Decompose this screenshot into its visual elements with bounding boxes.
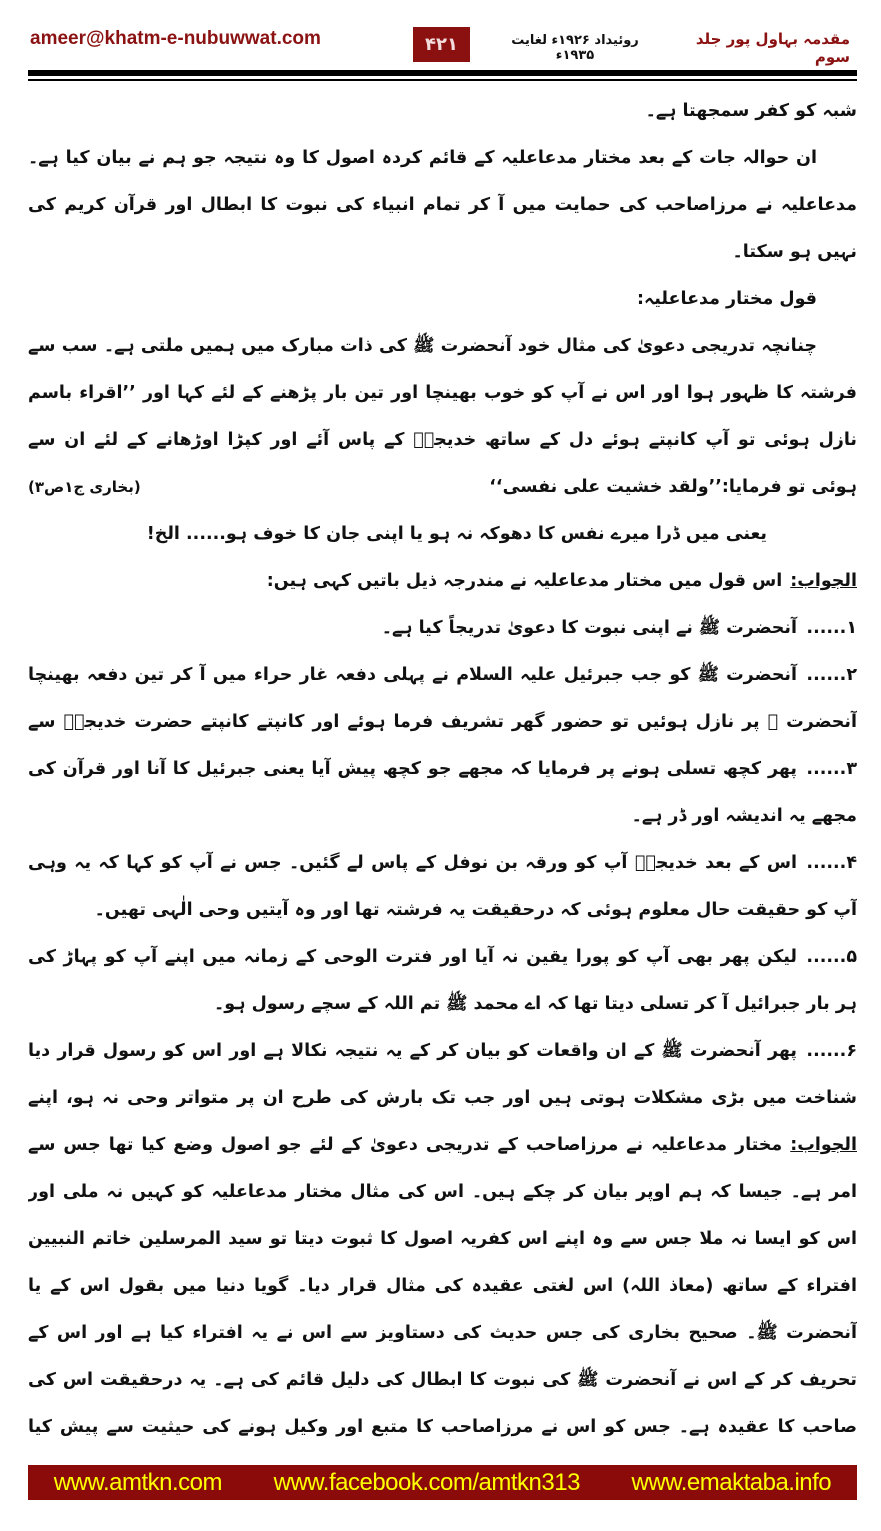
list-number: ۱...... [806,618,857,638]
text-line [28,746,857,793]
text-line [28,840,857,887]
footer-link-facebook[interactable]: www.facebook.com/amtkn313 [273,1468,580,1496]
text-line [28,182,857,229]
text-line [28,511,857,558]
line-text: ہوئی تو فرمایا:’’ولقد خشیت علی نفسی‘‘ [489,477,857,497]
text-line [28,934,857,981]
line-text: قول مختار مدعاعلیہ: [637,289,817,309]
line-text: صاحب کا عقیدہ ہے۔ جس کو اس نے مرزاصاحب کا متبع اور وکیل ہونے کی حیثیت سے پیش کیا [28,1417,857,1437]
answer-label: الجواب: [790,1135,857,1155]
text-line [28,652,857,699]
text-line [28,417,857,464]
footer-link-emaktaba[interactable]: www.emaktaba.info [631,1468,832,1496]
line-text: اس کو ایسا نہ ملا جس سے وہ اپنے اس کفریہ اصول کا ثبوت دیتا تو سید المرسلین خاتم النبیین [28,1229,857,1249]
line-text: چنانچہ تدریجی دعویٰ کی مثال خود آنحضرت ﷺ کی ذات مبارک میں ہمیں ملتی ہے۔ سب سے [28,336,817,356]
text-line [28,276,857,323]
line-text: فرشتہ کا ظہور ہوا اور اس نے آپ کو خوب بھینچا اور تین بار پڑھنے کے لئے کہا اور ’’اقراء باسم [28,383,857,403]
header-email[interactable]: ameer@khatm-e-nubuwwat.com [30,28,321,49]
list-number: ۳...... [806,759,857,779]
line-text: ہر بار جبرائیل آ کر تسلی دیتا تھا کہ اے محمد ﷺ تم اللہ کے سچے رسول ہو۔ [214,994,857,1014]
text-line [28,1310,857,1357]
text-line [28,1028,857,1075]
document-body [28,88,857,1451]
line-text: مدعاعلیہ نے مرزاصاحب کی حمایت میں آ کر تمام انبیاء کی نبوت کا ابطال اور قرآن کریم کی [28,195,857,215]
list-number: ۵...... [806,947,857,967]
text-line [28,605,857,652]
line-text: اس قول میں مختار مدعاعلیہ نے مندرجہ ذیل باتیں کہی ہیں: [266,571,783,591]
line-text: تحریف کر کے اس نے آنحضرت ﷺ کی نبوت کا ابطال کی دلیل قائم کی ہے۔ یہ درحقیقت اس کی [28,1370,857,1390]
line-text: مجھے یہ اندیشہ اور ڈر ہے۔ [631,806,857,826]
line-text: لیکن پھر بھی آپ کو پورا یقین نہ آیا اور فترت الوحی کے زمانہ میں اپنے آپ کو پہاڑ کی [28,947,797,967]
text-line [28,229,857,276]
header-date-range: روئیداد ۱۹۲۶ء لغایت ۱۹۳۵ء [511,33,639,63]
list-number: ۴...... [806,853,857,873]
text-line [28,1357,857,1404]
footer-link-amtkn[interactable]: www.amtkn.com [53,1468,222,1496]
header-book-title: مقدمہ بہاول پور جلد سوم [695,30,850,66]
line-text: پھر آنحضرت ﷺ کے ان واقعات کو بیان کر کے یہ نتیجہ نکالا ہے اور اس کو رسول قرار دیا [28,1041,797,1061]
text-line [28,323,857,370]
line-text: آنحضرت ﷺ۔ صحیح بخاری کی جس حدیث کی دستاویز سے اس نے یہ افتراء کیا ہے اور اس کے [28,1323,857,1343]
answer-label: الجواب: [790,571,857,591]
header-divider-thick [28,70,857,76]
line-text: ان حوالہ جات کے بعد مختار مدعاعلیہ کے قائم کردہ اصول کا وہ نتیجہ جو ہم نے بیان کیا ہے۔ [28,148,817,168]
line-text: نازل ہوئی تو آپ کانپتے ہوئے دل کے ساتھ خدیجہؓ کے پاس آئے اور کپڑا اوڑھانے کے لئے ان سے [28,430,857,450]
page-number-badge: ۴۲۱ [413,27,470,62]
text-line [28,88,857,135]
line-text: مختار مدعاعلیہ نے مرزاصاحب کے تدریجی دعویٰ کے لئے جو اصول وضع کیا تھا جس سے [28,1135,783,1155]
text-line [28,135,857,182]
line-text: پھر کچھ تسلی ہونے پر فرمایا کہ مجھے جو کچھ پیش آیا یعنی جبرئیل کا آنا اور قرآن کی [28,759,797,779]
line-text: افتراء کے ساتھ (معاذ اللہ) اس لغتی عقیدہ کی مثال قرار دیا۔ گویا دنیا میں بقول اس کے یا [28,1276,857,1296]
text-line [28,887,857,934]
line-text: یعنی میں ڈرا میرے نفس کا دھوکہ نہ ہو یا اپنی جان کا خوف ہو...... الخ! [146,524,767,544]
footer-bar [28,1465,857,1500]
text-line [28,1404,857,1451]
text-line [28,558,857,605]
line-text: آنحضرت ﷺ پر نازل ہوئیں تو حضور گھر تشریف فرما ہوئے اور کانپتے کانپتے حضرت خدیجہؓ سے [28,712,857,732]
list-number: ۲...... [806,665,857,685]
text-line [28,1263,857,1310]
line-text: آنحضرت ﷺ کو جب جبرئیل علیہ السلام نے پہلی دفعہ غار حراء میں آ کر تین دفعہ بھینچا [28,665,797,685]
text-line [28,370,857,417]
line-text: امر ہے۔ جیسا کہ ہم اوپر بیان کر چکے ہیں۔ اس کی مثال مختار مدعاعلیہ کو کہیں نہ ملی اور [28,1182,857,1202]
text-line [28,1216,857,1263]
line-text: نہیں ہو سکتا۔ [732,242,857,262]
line-text: شناخت میں بڑی مشکلات ہوتی ہیں اور جب تک بارش کی طرح ان پر متواتر وحی نہ ہو، اپنے [28,1088,857,1108]
text-line [28,1075,857,1122]
line-text: اس کے بعد خدیجہؓ آپ کو ورقہ بن نوفل کے پاس لے گئیں۔ جس نے آپ کو کہا کہ یہ وہی [28,853,797,873]
line-text: آنحضرت ﷺ نے اپنی نبوت کا دعویٰ تدریجاً کیا ہے۔ [381,618,797,638]
reference-citation: (بخاری ج۱ص۳) [28,478,141,496]
text-line [28,793,857,840]
text-line [28,981,857,1028]
header-divider-thin [28,79,857,81]
text-line [28,464,857,511]
text-line [28,1169,857,1216]
text-line [28,1122,857,1169]
list-number: ۶...... [806,1041,857,1061]
line-text: آپ کو حقیقت حال معلوم ہوئی کہ درحقیقت یہ فرشتہ تھا اور وہ آیتیں وحی الٰہی تھیں۔ [94,900,857,920]
text-line [28,699,857,746]
line-text: شبہ کو کفر سمجھتا ہے۔ [645,101,857,121]
